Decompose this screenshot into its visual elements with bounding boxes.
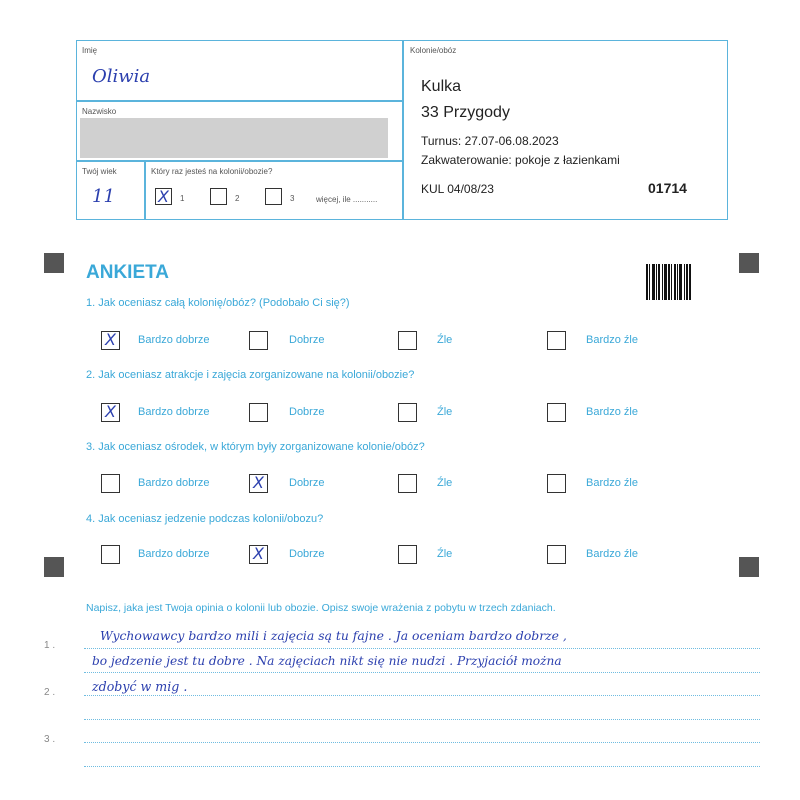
imie-value[interactable]: Oliwia (92, 66, 151, 87)
q2-option-label-1: Bardzo dobrze (138, 406, 210, 418)
q2-option-checkbox-3[interactable] (398, 403, 417, 422)
q1-option-label-3: Źle (437, 334, 453, 346)
writing-line[interactable] (84, 766, 760, 767)
writing-line[interactable] (84, 648, 760, 649)
ktory-raz-option-3: 3 (290, 194, 295, 203)
ktory-raz-label: Który raz jesteś na kolonii/obozie? (151, 167, 273, 176)
ktory-raz-checkbox-2[interactable] (210, 188, 227, 205)
q4-option-checkbox-3[interactable] (398, 545, 417, 564)
ktory-raz-checkbox-3[interactable] (265, 188, 282, 205)
checkbox-x-mark: X (253, 544, 264, 563)
nazwisko-redacted (80, 118, 388, 158)
q3-option-label-2: Dobrze (289, 477, 325, 489)
registration-marker-top-right (739, 253, 759, 273)
registration-marker-bottom-left (44, 557, 64, 577)
q2-option-label-4: Bardzo źle (586, 406, 638, 418)
writing-line[interactable] (84, 695, 760, 696)
camp-name: Kulka (421, 78, 462, 95)
q1-option-checkbox-2[interactable] (249, 331, 268, 350)
camp-zakwaterowanie: Zakwaterowanie: pokoje z łazienkami (421, 153, 620, 167)
header-divider-vertical (402, 40, 404, 220)
nazwisko-label: Nazwisko (82, 107, 117, 116)
checkbox-x-mark: X (105, 402, 116, 421)
handwritten-line-2: bo jedzenie jest tu dobre . Na zajęciach nikt się nie nudzi . Przyjaciół można (92, 654, 562, 668)
q2-option-checkbox-1[interactable] (101, 403, 120, 422)
q2-option-checkbox-4[interactable] (547, 403, 566, 422)
camp-code: KUL 04/08/23 (421, 182, 494, 196)
checkbox-x-mark: X (105, 330, 116, 349)
camp-program: 33 Przygody (421, 104, 510, 121)
q1-option-checkbox-3[interactable] (398, 331, 417, 350)
header-divider-wiek (144, 160, 146, 220)
ktory-raz-option-1: 1 (180, 194, 185, 203)
imie-label: Imię (82, 46, 98, 55)
q4-option-label-3: Źle (437, 548, 453, 560)
survey-question-4: 4. Jak oceniasz jedzenie podczas kolonii/obozu? (86, 513, 324, 525)
writing-line[interactable] (84, 672, 760, 673)
survey-question-3: 3. Jak oceniasz ośrodek, w którym były zorganizowane kolonie/obóz? (86, 441, 425, 453)
writing-line[interactable] (84, 742, 760, 743)
checkbox-x-mark: X (253, 473, 264, 492)
opinion-prompt: Napisz, jaka jest Twoja opinia o kolonii lub obozie. Opisz swoje wrażenia z pobytu w trzech zdaniach. (86, 602, 556, 614)
q1-option-label-1: Bardzo dobrze (138, 334, 210, 346)
q4-option-checkbox-1[interactable] (101, 545, 120, 564)
checkbox-x-mark: X (158, 187, 169, 206)
registration-marker-top-left (44, 253, 64, 273)
handwritten-line-3: zdobyć w mig . (92, 679, 188, 694)
q2-option-label-3: Źle (437, 406, 453, 418)
q3-option-label-1: Bardzo dobrze (138, 477, 210, 489)
q3-option-checkbox-2[interactable] (249, 474, 268, 493)
barcode-icon (646, 264, 700, 300)
q1-option-checkbox-4[interactable] (547, 331, 566, 350)
ktory-raz-checkbox-1[interactable] (155, 188, 172, 205)
wiek-label: Twój wiek (82, 167, 117, 176)
header-divider-imie (76, 100, 403, 102)
q3-option-label-4: Bardzo źle (586, 477, 638, 489)
line-number-2: 2 . (44, 687, 56, 698)
wiecej-label: więcej, ile ........... (316, 195, 378, 204)
q2-option-checkbox-2[interactable] (249, 403, 268, 422)
q4-option-checkbox-2[interactable] (249, 545, 268, 564)
q3-option-label-3: Źle (437, 477, 453, 489)
q3-option-checkbox-4[interactable] (547, 474, 566, 493)
q4-option-checkbox-4[interactable] (547, 545, 566, 564)
handwritten-line-1: Wychowawcy bardzo mili i zajęcia są tu fajne . Ja oceniam bardzo dobrze , (100, 628, 567, 643)
ktory-raz-option-2: 2 (235, 194, 240, 203)
writing-line[interactable] (84, 719, 760, 720)
line-number-1: 1 . (44, 640, 56, 651)
q2-option-label-2: Dobrze (289, 406, 325, 418)
wiek-value[interactable]: 11 (92, 186, 115, 207)
q3-option-checkbox-3[interactable] (398, 474, 417, 493)
line-number-3: 3 . (44, 734, 56, 745)
q4-option-label-2: Dobrze (289, 548, 325, 560)
registration-marker-bottom-right (739, 557, 759, 577)
q4-option-label-1: Bardzo dobrze (138, 548, 210, 560)
camp-label: Kolonie/obóz (410, 46, 457, 55)
camp-turnus: Turnus: 27.07-06.08.2023 (421, 134, 559, 148)
survey-title: ANKIETA (86, 262, 170, 283)
q1-option-label-4: Bardzo źle (586, 334, 638, 346)
q1-option-label-2: Dobrze (289, 334, 325, 346)
survey-question-1: 1. Jak oceniasz całą kolonię/obóz? (Podobało Ci się?) (86, 297, 350, 309)
survey-question-2: 2. Jak oceniasz atrakcje i zajęcia zorganizowane na kolonii/obozie? (86, 369, 415, 381)
camp-number: 01714 (648, 180, 687, 196)
q4-option-label-4: Bardzo źle (586, 548, 638, 560)
q1-option-checkbox-1[interactable] (101, 331, 120, 350)
header-divider-nazwisko (76, 160, 403, 162)
q3-option-checkbox-1[interactable] (101, 474, 120, 493)
